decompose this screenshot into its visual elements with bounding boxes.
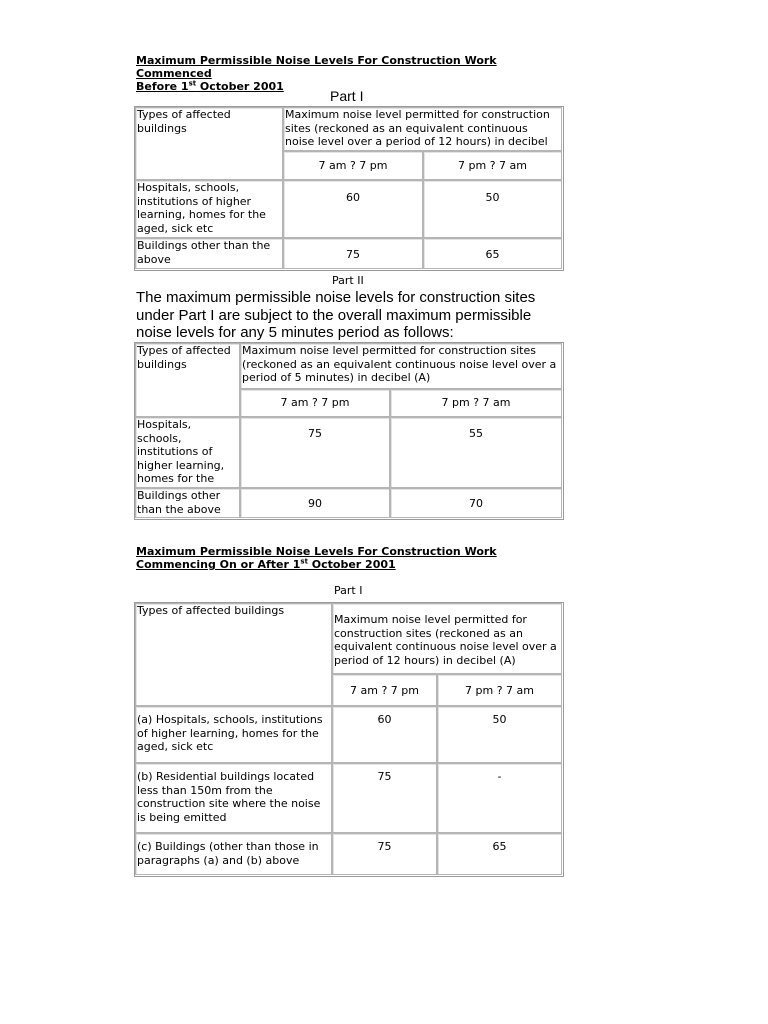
part2-title: Part II xyxy=(332,274,364,287)
section1-heading-line2: Before 1st October 2001 xyxy=(136,79,284,93)
table2-day-header: 7 am ? 7 pm xyxy=(240,389,390,417)
table1-type-header: Types of affected buildings xyxy=(135,107,283,180)
table1-row2-label: Buildings other than the above xyxy=(135,238,283,269)
table2-row2-label: Buildings other than the above xyxy=(135,488,240,518)
part1-title: Part I xyxy=(330,88,364,104)
table2-row1-night: 55 xyxy=(390,417,562,488)
section2-heading xyxy=(136,545,576,571)
table3-row2-day: 75 xyxy=(332,763,437,833)
table3-row1-label: (a) Hospitals, schools, institutions of higher learning, homes for the aged, sick etc xyxy=(135,706,332,763)
part2-paragraph: The maximum permissible noise levels for construction sites under Part I are subject to the overall maximum permissible noise levels for any 5 minutes period as follows: xyxy=(136,289,536,341)
table3-row3-label: (c) Buildings (other than those in paragraphs (a) and (b) above xyxy=(135,833,332,875)
table1-level-header: Maximum noise level permitted for construction sites (reckoned as an equivalent continuous noise level over a period of 12 hours) in decibel xyxy=(283,107,562,151)
table2-row1-day: 75 xyxy=(240,417,390,488)
section2-part1-title: Part I xyxy=(334,584,363,597)
section2-heading-line2: Commencing On or After 1st October 2001 xyxy=(136,557,396,571)
table3-type-header: Types of affected buildings xyxy=(135,603,332,706)
table2-type-header: Types of affected buildings xyxy=(135,343,240,417)
table3-row3-day: 75 xyxy=(332,833,437,875)
table2-night-header: 7 pm ? 7 am xyxy=(390,389,562,417)
table1-row2-day: 75 xyxy=(283,238,423,269)
table1-day-header: 7 am ? 7 pm xyxy=(283,151,423,180)
table1-row1-night: 50 xyxy=(423,180,562,238)
table3-night-header: 7 pm ? 7 am xyxy=(437,674,562,706)
table2-row2-day: 90 xyxy=(240,488,390,518)
section2-heading-line1: Maximum Permissible Noise Levels For Construction Work xyxy=(136,545,497,558)
table1-row2-night: 65 xyxy=(423,238,562,269)
table3-row1-day: 60 xyxy=(332,706,437,763)
table3-day-header: 7 am ? 7 pm xyxy=(332,674,437,706)
table3-row2-night: - xyxy=(437,763,562,833)
table2-row1-label: Hospitals, schools, institutions of higher learning, homes for the xyxy=(135,417,240,488)
table1-row1-day: 60 xyxy=(283,180,423,238)
table3-level-header: Maximum noise level permitted for construction sites (reckoned as an equivalent continuous noise level over a period of 12 hours) in decibel (A) xyxy=(332,603,562,674)
table1-row1-label: Hospitals, schools, institutions of higher learning, homes for the aged, sick etc xyxy=(135,180,283,238)
section1-heading-line1: Maximum Permissible Noise Levels For Construction Work Commenced xyxy=(136,54,497,80)
table2-row2-night: 70 xyxy=(390,488,562,518)
table2-level-header: Maximum noise level permitted for construction sites (reckoned as an equivalent continuous noise level over a period of 5 minutes) in decibel (A) xyxy=(240,343,562,389)
table1-night-header: 7 pm ? 7 am xyxy=(423,151,562,180)
table3-row1-night: 50 xyxy=(437,706,562,763)
table3-row3-night: 65 xyxy=(437,833,562,875)
table3-row2-label: (b) Residential buildings located less than 150m from the construction site where the noise is being emitted xyxy=(135,763,332,833)
